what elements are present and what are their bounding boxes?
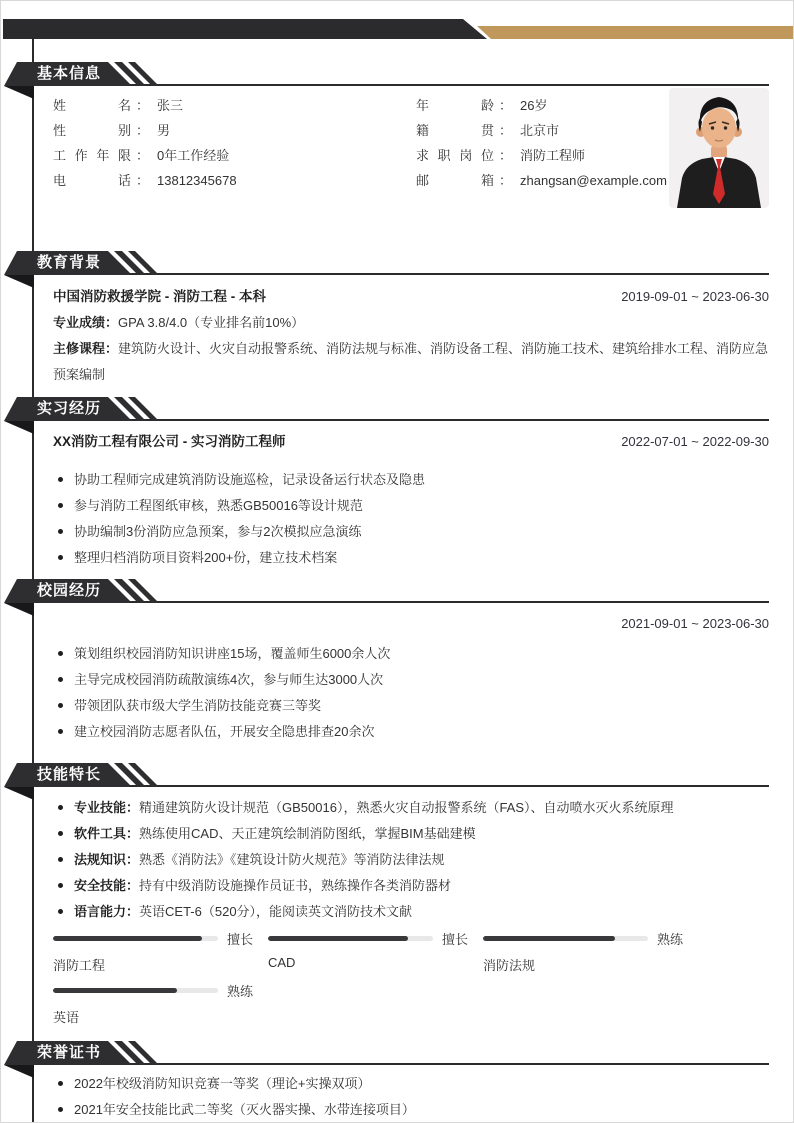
- field-value: 26岁: [520, 98, 548, 113]
- field-value: 男: [157, 123, 171, 138]
- list-item: 策划组织校园消防知识讲座15场，覆盖师生6000余人次: [53, 641, 769, 667]
- bullet-dot-icon: [58, 857, 63, 862]
- field-colon: ：: [499, 98, 513, 113]
- education-date: 2019-09-01 ~ 2023-06-30: [621, 289, 769, 304]
- courses-label: 主修课程：: [53, 341, 119, 356]
- field-label: 籍贯: [416, 123, 494, 138]
- field-colon: ：: [136, 173, 150, 188]
- field-value: 0年工作经验: [157, 148, 230, 163]
- bullet-dot-icon: [58, 909, 63, 914]
- skills-bullets: [53, 795, 769, 925]
- bullet-dot-icon: [58, 555, 63, 560]
- skill-bar-track: [53, 936, 218, 941]
- field-label: 求职岗位: [416, 148, 494, 163]
- field-value: 北京市: [520, 123, 560, 138]
- section-title: 荣誉证书: [37, 1044, 102, 1061]
- bullet-dot-icon: [58, 805, 63, 810]
- list-item: 软件工具：熟练使用CAD、天正建筑绘制消防图纸，掌握BIM基础建模: [53, 821, 769, 847]
- field-label: 姓名: [53, 98, 131, 113]
- skill-level-label: 擅长: [442, 931, 469, 947]
- campus-bullets: [53, 641, 769, 745]
- campus-date: 2021-09-01 ~ 2023-06-30: [621, 616, 769, 631]
- bullet-dot-icon: [58, 503, 63, 508]
- field-colon: ：: [499, 148, 513, 163]
- male-avatar-icon: [669, 88, 769, 208]
- field-row: [53, 168, 393, 193]
- section-title: 技能特长: [37, 766, 102, 783]
- skill-bar-fill: [483, 936, 615, 941]
- skill-name: 消防法规: [483, 958, 536, 973]
- honors-bullets: [53, 1071, 769, 1123]
- bullet-dot-icon: [58, 883, 63, 888]
- field-colon: ：: [499, 173, 513, 188]
- skill-bar-fill: [53, 936, 202, 941]
- bullet-dot-icon: [58, 1107, 63, 1112]
- skill-level-label: 擅长: [227, 931, 254, 947]
- bullet-dot-icon: [58, 651, 63, 656]
- basic-fields-left: [53, 93, 393, 193]
- list-item: 协助编制3份消防应急预案，参与2次模拟应急演练: [53, 519, 769, 545]
- list-item: 主导完成校园消防疏散演练4次，参与师生达3000人次: [53, 667, 769, 693]
- list-item: 语言能力：英语CET-6（520分），能阅读英文消防技术文献: [53, 899, 769, 925]
- field-value: zhangsan@example.com: [520, 173, 667, 188]
- field-label: 年龄: [416, 98, 494, 113]
- field-colon: ：: [136, 123, 150, 138]
- section-title: 实习经历: [37, 400, 102, 417]
- list-item: 2022年校级消防知识竞赛一等奖（理论+实操双项）: [53, 1071, 769, 1097]
- field-colon: ：: [136, 98, 150, 113]
- bullet-dot-icon: [58, 677, 63, 682]
- skill-bar: [53, 981, 268, 1026]
- internship-block: [53, 429, 769, 571]
- skill-name: 消防工程: [53, 958, 106, 973]
- bullet-dot-icon: [58, 1081, 63, 1086]
- section-title: 基本信息: [37, 65, 102, 82]
- field-colon: ：: [499, 123, 513, 138]
- section-title: 校园经历: [37, 582, 102, 599]
- field-label: 电话: [53, 173, 131, 188]
- list-item: 建立校园消防志愿者队伍，开展安全隐患排查20余次: [53, 719, 769, 745]
- skill-name: 英语: [53, 1010, 80, 1025]
- field-label: 邮箱: [416, 173, 494, 188]
- skill-bar: [483, 929, 698, 974]
- skill-bars-row-1: [53, 929, 698, 974]
- basic-info-block: [53, 93, 769, 203]
- company-name: XX消防工程有限公司 - 实习消防工程师: [53, 434, 286, 449]
- internship-date: 2022-07-01 ~ 2022-09-30: [621, 434, 769, 449]
- bullet-dot-icon: [58, 529, 63, 534]
- field-row: [53, 143, 393, 168]
- field-colon: ：: [136, 148, 150, 163]
- skill-bar-fill: [268, 936, 408, 941]
- field-value: 张三: [157, 98, 184, 113]
- skill-bar-fill: [53, 988, 177, 993]
- field-row: [53, 118, 393, 143]
- list-item: 2021年安全技能比武二等奖（灭火器实操、水带连接项目）: [53, 1097, 769, 1123]
- courses-value: 建筑防火设计、火灾自动报警系统、消防法规与标准、消防设备工程、消防施工技术、建筑给排水工程、消防应急预案编制: [53, 341, 769, 382]
- gpa-label: 专业成绩：: [53, 315, 119, 330]
- skill-bar-track: [483, 936, 648, 941]
- list-item: 整理归档消防项目资料200+份，建立技术档案: [53, 545, 769, 571]
- skill-name: CAD: [268, 955, 296, 970]
- bullet-dot-icon: [58, 703, 63, 708]
- list-item: 法规知识：熟悉《消防法》《建筑设计防火规范》等消防法律法规: [53, 847, 769, 873]
- field-value: 13812345678: [157, 173, 237, 188]
- profile-photo: [669, 88, 769, 208]
- field-label: 性别: [53, 123, 131, 138]
- skill-bar-track: [53, 988, 218, 993]
- skill-bar: [53, 929, 268, 974]
- list-item: 参与消防工程图纸审核，熟悉GB50016等设计规范: [53, 493, 769, 519]
- skill-level-label: 熟练: [227, 983, 254, 999]
- list-item: 带领团队获市级大学生消防技能竞赛三等奖: [53, 693, 769, 719]
- internship-bullets: [53, 467, 769, 571]
- skill-bar-track: [268, 936, 433, 941]
- field-label: 工作年限: [53, 148, 131, 163]
- bullet-dot-icon: [58, 729, 63, 734]
- top-banner-decoration: [1, 1, 794, 41]
- list-item: 协助工程师完成建筑消防设施巡检，记录设备运行状态及隐患: [53, 467, 769, 493]
- field-row: [53, 93, 393, 118]
- gpa-value: GPA 3.8/4.0（专业排名前10%）: [118, 315, 305, 330]
- skill-bars-row-2: [53, 981, 268, 1026]
- bullet-dot-icon: [58, 477, 63, 482]
- section-title: 教育背景: [37, 254, 102, 271]
- education-block: [53, 284, 769, 388]
- bullet-dot-icon: [58, 831, 63, 836]
- skill-level-label: 熟练: [657, 931, 684, 947]
- list-item: 安全技能：持有中级消防设施操作员证书，熟练操作各类消防器材: [53, 873, 769, 899]
- list-item: 专业技能：精通建筑防火设计规范（GB50016），熟悉火灾自动报警系统（FAS）、自动喷水灭火系统原理: [53, 795, 769, 821]
- skill-bar: [268, 929, 483, 974]
- campus-block: [53, 611, 769, 745]
- field-value: 消防工程师: [520, 148, 586, 163]
- school-name: 中国消防救援学院 - 消防工程 - 本科: [53, 289, 266, 304]
